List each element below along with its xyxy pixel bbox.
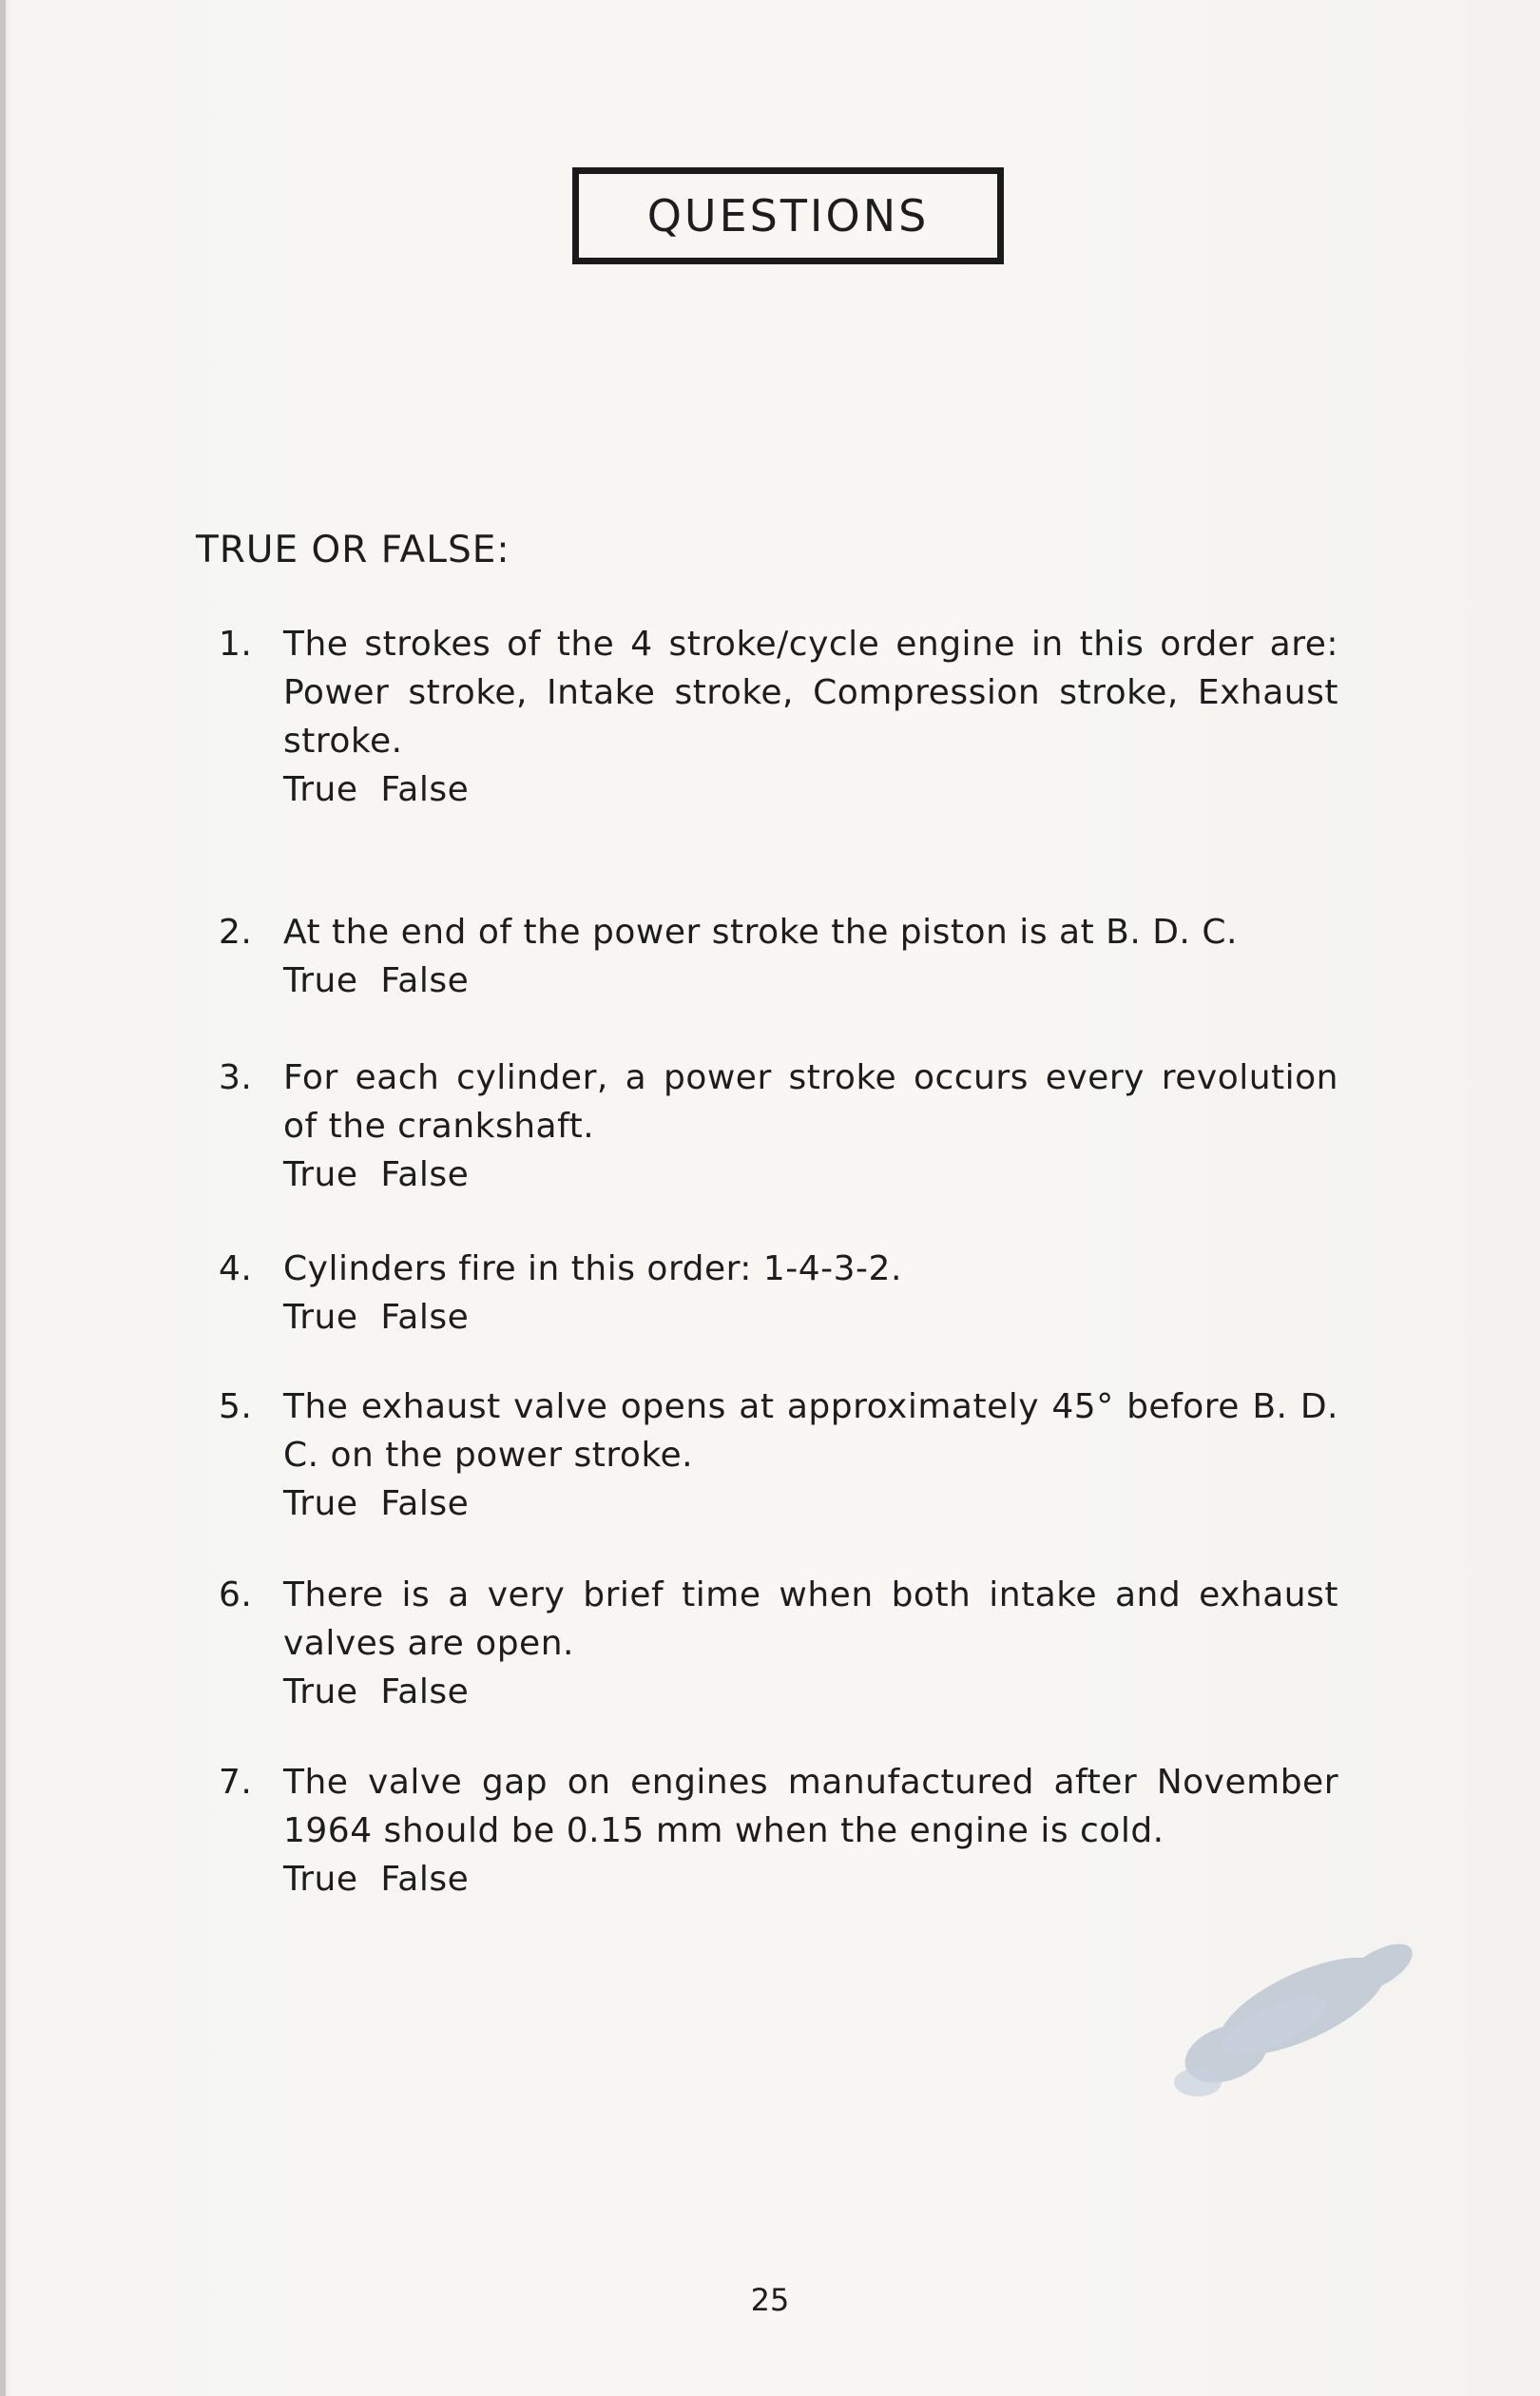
question-number: 4. bbox=[219, 1249, 253, 1288]
answer-choices: True False bbox=[283, 770, 470, 809]
answer-choices: True False bbox=[283, 961, 470, 1000]
question-text: There is a very brief time when both intake and exhaust valves are open. bbox=[283, 1575, 1338, 1663]
question-text: Cylinders fire in this order: 1-4-3-2. bbox=[283, 1249, 902, 1288]
page-number: 25 bbox=[750, 2282, 790, 2318]
paper-stain bbox=[1160, 1921, 1445, 2130]
question-text: The strokes of the 4 stroke/cycle engine in this order are: Power stroke, Intake stroke, Compression stroke, Exhaust stroke. bbox=[283, 625, 1338, 761]
question-item bbox=[219, 1245, 1359, 1342]
question-number: 5. bbox=[219, 1387, 253, 1426]
question-item bbox=[219, 1382, 1359, 1528]
question-item bbox=[219, 1053, 1359, 1199]
answer-choices: True False bbox=[283, 1672, 470, 1711]
question-text: At the end of the power stroke the piston is at B. D. C. bbox=[283, 913, 1238, 952]
page-title: QUESTIONS bbox=[646, 190, 930, 242]
question-item bbox=[219, 1571, 1359, 1716]
question-number: 7. bbox=[219, 1763, 253, 1802]
question-text: The valve gap on engines manufactured after November 1964 should be 0.15 mm when the engine is cold. bbox=[283, 1763, 1338, 1850]
answer-choices: True False bbox=[283, 1155, 470, 1194]
question-item bbox=[219, 908, 1359, 1005]
question-item bbox=[219, 620, 1359, 814]
stain-blot bbox=[1174, 2068, 1222, 2096]
answer-choices: True False bbox=[283, 1860, 470, 1899]
answer-choices: True False bbox=[283, 1298, 470, 1337]
binding-edge bbox=[0, 0, 6, 2396]
question-number: 3. bbox=[219, 1058, 253, 1097]
question-text: For each cylinder, a power stroke occurs every revolution of the crankshaft. bbox=[283, 1058, 1338, 1146]
question-number: 1. bbox=[219, 625, 253, 664]
question-item bbox=[219, 1758, 1359, 1903]
question-number: 6. bbox=[219, 1575, 253, 1614]
title-box bbox=[572, 167, 1004, 264]
section-heading: TRUE OR FALSE: bbox=[196, 529, 510, 571]
question-number: 2. bbox=[219, 913, 253, 952]
question-text: The exhaust valve opens at approximately 45° before B. D. C. on the power stroke. bbox=[283, 1387, 1338, 1475]
answer-choices: True False bbox=[283, 1484, 470, 1523]
